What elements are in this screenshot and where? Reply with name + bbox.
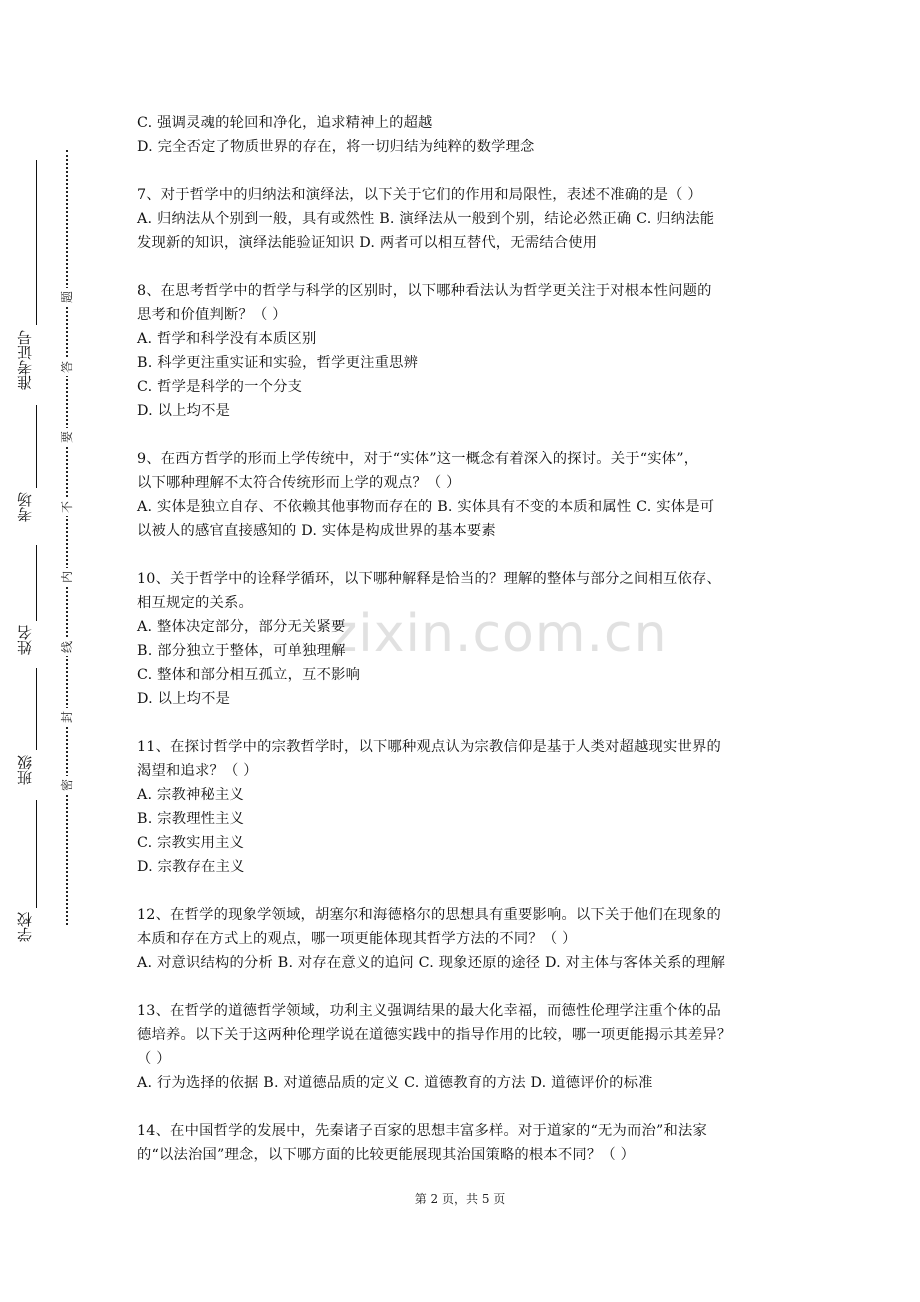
seal-char: 密 [60, 776, 74, 794]
class-blank [36, 668, 37, 750]
question-stem: 7、对于哲学中的归纳法和演绎法，以下关于它们的作用和局限性，表述不准确的是（ ） [137, 187, 702, 203]
text-line: （ ） [137, 1051, 171, 1067]
watermark: zixin.com.cn [330, 604, 668, 664]
text-line: 思考和价值判断？（ ） [137, 307, 287, 323]
question-stem: 13、在哲学的道德哲学领域，功利主义强调结果的最大化幸福，而德性伦理学注重个体的品 [137, 1003, 721, 1019]
class-label: 班级 [16, 755, 34, 785]
text-line: 德培养。以下关于这两种伦理学说在道德实践中的指导作用的比较，哪一项更能揭示其差异？ [137, 1027, 732, 1043]
text-line: A. 对意识结构的分析 B. 对存在意义的追问 C. 现象还原的途径 D. 对主体与客体关系的理解 [137, 955, 726, 971]
paragraph-gap [137, 879, 785, 903]
seal-dotted-line [66, 150, 68, 925]
text-line: 以被人的感官直接感知的 D. 实体是构成世界的基本要素 [137, 523, 496, 539]
paragraph-gap [137, 1095, 785, 1119]
text-line: D. 完全否定了物质世界的存在，将一切归结为纯粹的数学理念 [137, 139, 535, 155]
name-blank [36, 545, 37, 621]
text-line: 发现新的知识，演绎法能验证知识 D. 两者可以相互替代，无需结合使用 [137, 235, 598, 251]
seal-char: 题 [60, 288, 74, 306]
text-line: 以下哪种理解不太符合传统形而上学的观点？（ ） [137, 475, 461, 491]
question-stem: 11、在探讨哲学中的宗教哲学时，以下哪种观点认为宗教信仰是基于人类对超越现实世界的 [137, 739, 721, 755]
school-blank [36, 800, 37, 908]
text-line: 本质和存在方式上的观点，哪一项更能体现其哲学方法的不同？（ ） [137, 931, 577, 947]
paragraph-gap [137, 711, 785, 735]
seal-char: 封 [60, 708, 74, 726]
text-line: 的“以法治国”理念，以下哪方面的比较更能展现其治国策略的根本不同？（ ） [137, 1147, 636, 1163]
text-line: A. 实体是独立自存、不依赖其他事物而存在的 B. 实体具有不变的本质和属性 C. 实体是可 [137, 499, 715, 515]
text-line: D. 宗教存在主义 [137, 859, 245, 875]
text-line: B. 科学更注重实证和实验，哲学更注重思辨 [137, 355, 419, 371]
name-label: 姓名 [16, 625, 34, 655]
question-stem: 14、在中国哲学的发展中，先秦诸子百家的思想丰富多样。对于道家的“无为而治”和法家 [137, 1123, 707, 1139]
text-line: A. 归纳法从个别到一般，具有或然性 B. 演绎法从一般到个别，结论必然正确 C. 归纳法能 [137, 211, 715, 227]
paragraph-gap [137, 423, 785, 447]
exam-room-label: 考场 [16, 492, 34, 522]
admission-number-label: 准考证号 [16, 330, 34, 390]
paragraph-gap [137, 255, 785, 279]
text-line: B. 宗教理性主义 [137, 811, 245, 827]
exam-binding-margin [0, 0, 110, 1302]
school-label: 学校 [16, 912, 34, 942]
admission-number-blank [36, 160, 37, 325]
seal-char: 内 [60, 568, 74, 586]
seal-char: 要 [60, 428, 74, 446]
seal-char: 线 [60, 638, 74, 656]
question-stem: 10、关于哲学中的诠释学循环，以下哪种解释是恰当的？理解的整体与部分之间相互依存、 [137, 571, 721, 587]
text-line: A. 哲学和科学没有本质区别 [137, 331, 317, 347]
exam-room-blank [36, 405, 37, 488]
text-line: D. 以上均不是 [137, 691, 231, 707]
text-line: A. 行为选择的依据 B. 对道德品质的定义 C. 道德教育的方法 D. 道德评价的标准 [137, 1075, 653, 1091]
text-line: D. 以上均不是 [137, 403, 231, 419]
text-line: C. 强调灵魂的轮回和净化，追求精神上的超越 [137, 115, 433, 131]
paragraph-gap [137, 975, 785, 999]
question-content [137, 111, 785, 1167]
seal-char: 答 [60, 358, 74, 376]
text-line: C. 哲学是科学的一个分支 [137, 379, 303, 395]
text-line: C. 整体和部分相互孤立，互不影响 [137, 667, 361, 683]
seal-char: 不 [60, 498, 74, 516]
page-number: 第 2 页，共 5 页 [414, 1192, 506, 1206]
text-line: 渴望和追求？（ ） [137, 763, 258, 779]
paragraph-gap [137, 159, 785, 183]
question-stem: 8、在思考哲学中的哲学与科学的区别时，以下哪种看法认为哲学更关注于对根本性问题的 [137, 283, 712, 299]
text-line: C. 宗教实用主义 [137, 835, 245, 851]
text-line: B. 部分独立于整体，可单独理解 [137, 643, 346, 659]
paragraph-gap [137, 543, 785, 567]
text-line: 相互规定的关系。 [137, 595, 253, 611]
question-stem: 9、在西方哲学的形而上学传统中，对于“实体”这一概念有着深入的探讨。关于“实体”， [137, 451, 699, 467]
text-line: A. 宗教神秘主义 [137, 787, 244, 803]
question-stem: 12、在哲学的现象学领域，胡塞尔和海德格尔的思想具有重要影响。以下关于他们在现象的 [137, 907, 721, 923]
text-line: A. 整体决定部分，部分无关紧要 [137, 619, 346, 635]
